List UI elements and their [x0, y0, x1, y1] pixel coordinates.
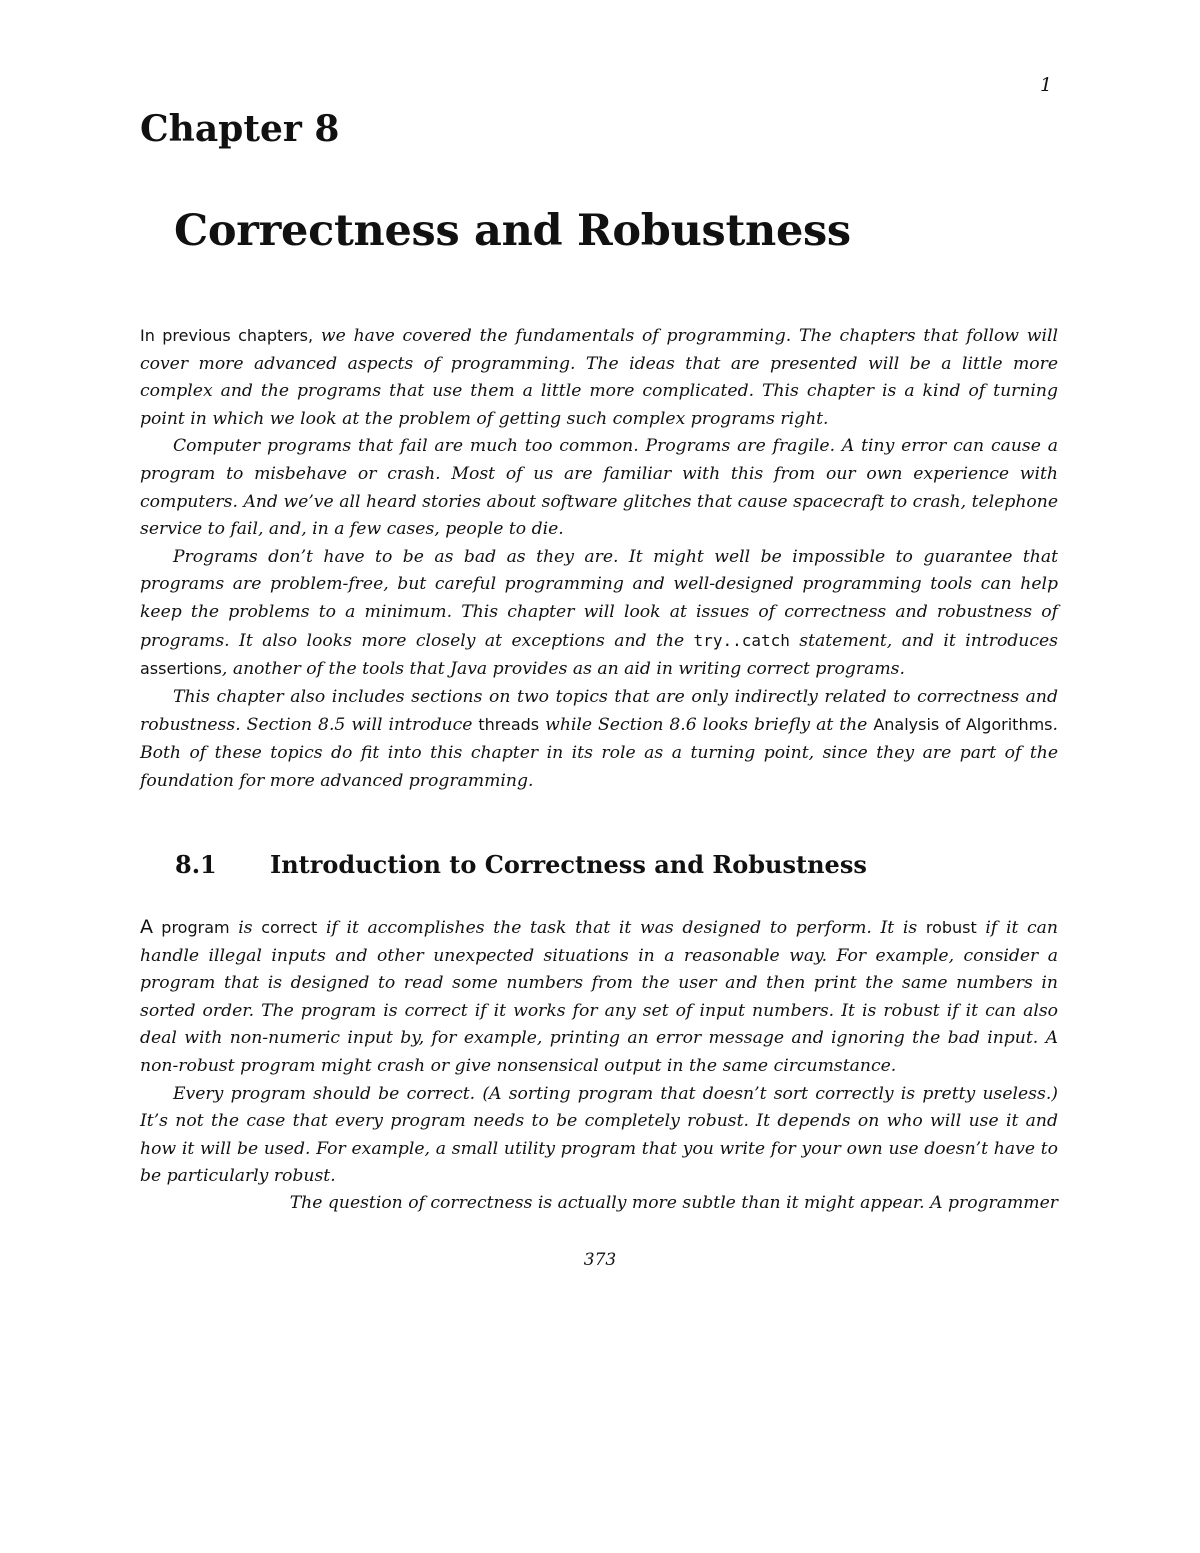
term-threads: threads	[478, 715, 540, 735]
section-p1-text-c: if it can handle illegal inputs and other unexpected situations in a reasonable way. For example, consider a program that is designed to read some numbers from the user and then print the same numbers in sorted order. The program is correct if it works for any set of input numbers. It is robust if it can also deal with non-numeric input by, for example, printing an error message and ignoring the bad input. A non-robust program might crash or give nonsensical output in the same circumstance.	[140, 918, 1058, 1076]
term-assertions: assertions	[140, 659, 222, 679]
section-paragraph-2: Every program should be correct. (A sorting program that doesn’t sort correctly is pretty useless.) It’s not the case that every program needs to be completely robust. It depends on who will use it and how it will be used. For example, a small utility program that you write for your own use doesn’t have to be particularly robust.	[140, 1083, 1058, 1187]
intro-p4-text-b: while Section 8.6 looks briefly at the	[539, 715, 874, 736]
intro-paragraph-2: Computer programs that fail are much too common. Programs are fragile. A tiny error can cause a program to misbehave or crash. Most of us are familiar with this from our own experience with computers. And we’ve all heard stories about software glitches that cause spacecraft to crash, telephone service to fail, and, in a few cases, people to die.	[140, 436, 1058, 540]
intro-paragraph-1	[140, 322, 1058, 433]
section-title: Introduction to Correctness and Robustness	[270, 850, 867, 879]
section-p1-text-a: is	[229, 918, 262, 938]
intro-p4-text-a: This chapter also includes sections on two topics that are only indirectly related to correctness and robustness. Section 8.5 will introduce	[140, 686, 1058, 736]
chapter-title: Correctness and Robustness	[174, 206, 851, 256]
intro-paragraph-4	[140, 684, 1058, 795]
section-paragraph-3-start: The question of correctness is actually more subtle than it might appear. A programmer	[289, 1193, 1058, 1213]
intro-p4-text-c: . Both of these topics do fit into this chapter in its role as a turning point, since they are part of the foundation for more advanced programming.	[140, 715, 1058, 791]
intro-lead-words: In previous chapters,	[140, 326, 314, 345]
section-heading	[175, 850, 867, 879]
intro-p3-text-a: Programs don’t have to be as bad as they are. It might well be impossible to guarantee that programs are problem-free, but careful programming and well-designed programming tools can help keep the problems to a minimum. This chapter will look at issues of correctness and robustness of programs. It also looks more closely at exceptions and the	[140, 546, 1058, 651]
term-analysis-of-algorithms: Analysis of Algorithms	[873, 715, 1053, 735]
header-page-number: 1	[1040, 74, 1053, 96]
section-number: 8.1	[175, 850, 217, 879]
section-p1-text-b: if it accomplishes the task that it was designed to perform. It is	[317, 918, 926, 938]
intro-p1-text: we have covered the fundamentals of programming. The chapters that follow will cover more advanced aspects of programming. The ideas that are presented will be a little more complex and the programs that use them a little more complicated. This chapter is a kind of turning point in which we look at the problem of getting such complex programs right.	[140, 326, 1059, 429]
section-lead-letter: A	[140, 916, 153, 938]
code-try-catch: try..catch	[693, 630, 790, 650]
footer-folio: 373	[583, 1250, 617, 1270]
term-robust: robust	[925, 918, 977, 937]
term-program: program	[153, 918, 230, 937]
section-paragraph-1	[140, 914, 1058, 1081]
chapter-label: Chapter 8	[140, 108, 340, 150]
intro-p3-text-c: , another of the tools that Java provides as an aid in writing correct programs.	[221, 659, 905, 680]
intro-text	[140, 322, 1058, 795]
intro-p3-text-b: statement, and it introduces	[789, 630, 1058, 651]
term-correct: correct	[261, 918, 318, 937]
intro-paragraph-3	[140, 544, 1058, 684]
section-text	[140, 914, 1058, 1191]
